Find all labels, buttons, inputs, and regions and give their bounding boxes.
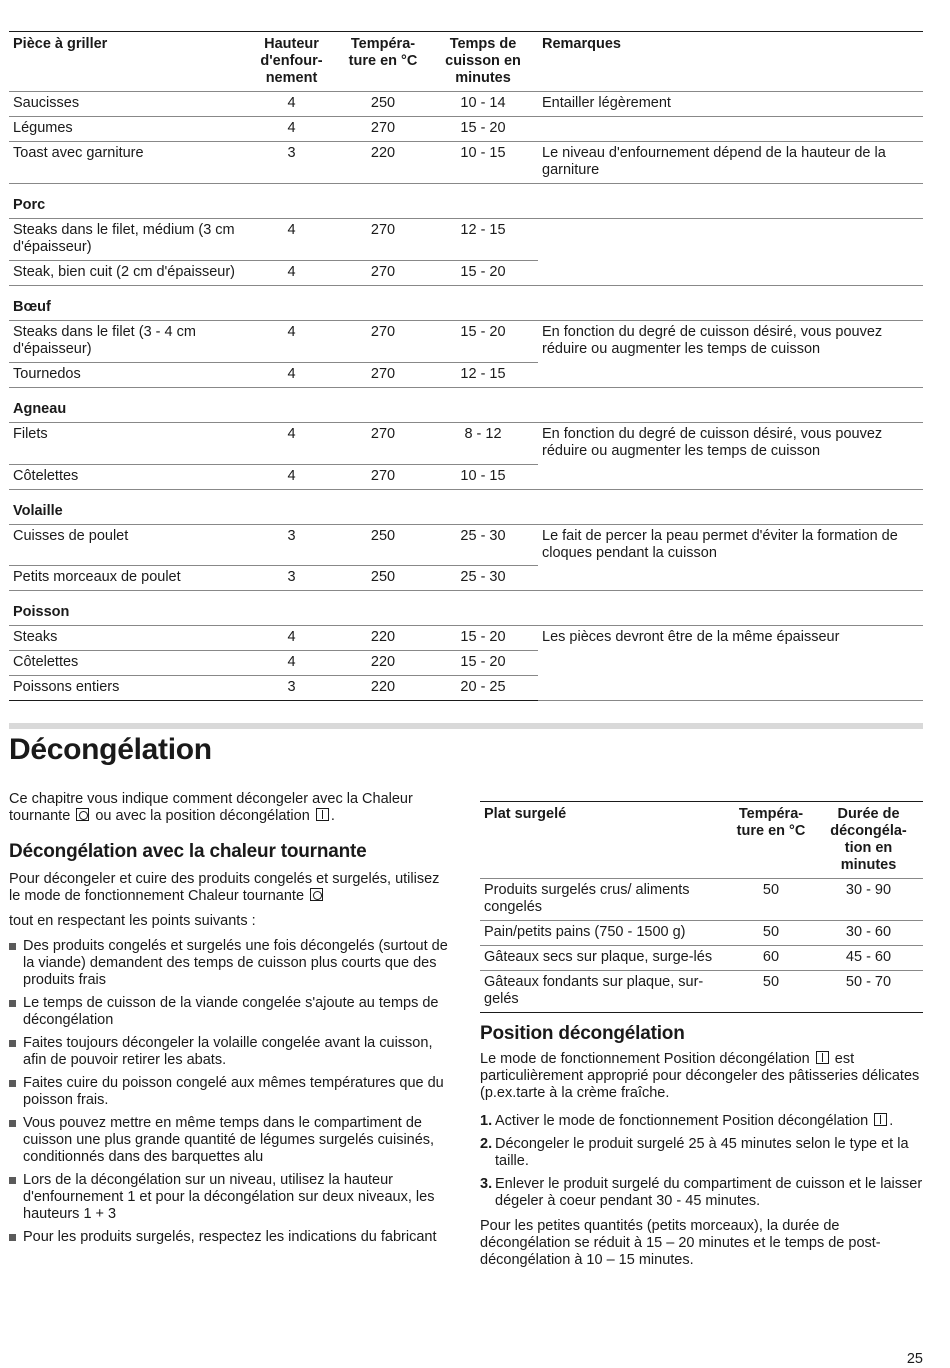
cell-time: 10 - 14 — [428, 92, 538, 117]
table-row — [9, 117, 923, 142]
list-item: Faites cuire du poisson congelé aux mêmes températures que du poisson frais. — [9, 1075, 449, 1109]
header-item: Pièce à griller — [9, 32, 245, 92]
cell-remark: Le niveau d'enfournement dépend de la hauteur de la garniture — [538, 142, 923, 184]
step-item: 1. Activer le mode de fonctionnement Position décongélation . — [480, 1113, 894, 1129]
cell-time: 15 - 20 — [428, 321, 538, 363]
cell-time: 30 - 90 — [814, 879, 923, 921]
cell-level: 4 — [245, 423, 338, 465]
cell-item: Légumes — [9, 117, 245, 142]
cell-level: 3 — [245, 524, 338, 566]
bullet-square-icon — [9, 1177, 16, 1184]
cell-temp: 270 — [338, 261, 428, 286]
cell-level: 3 — [245, 676, 338, 701]
cell-level: 3 — [245, 566, 338, 591]
cell-temp: 270 — [338, 423, 428, 465]
thaw-steps — [480, 1113, 923, 1210]
cell-item: Gâteaux secs sur plaque, surge-lés — [480, 946, 728, 971]
cell-remark: En fonction du degré de cuisson désiré, vous pouvez réduire ou augmenter les temps de cuisson — [542, 324, 883, 357]
table-row — [480, 921, 923, 946]
cell-time: 12 - 15 — [428, 219, 538, 261]
grill-table — [9, 31, 923, 701]
list-item: Le temps de cuisson de la viande congelée s'ajoute au temps de décongélation — [9, 995, 449, 1029]
category-label: Porc — [9, 184, 923, 219]
cell-item: Produits surgelés crus/ aliments congelés — [480, 879, 728, 921]
cell-time: 30 - 60 — [814, 921, 923, 946]
cell-item: Steaks dans le filet (3 - 4 cm d'épaisseur) — [9, 321, 245, 363]
cell-level: 4 — [245, 321, 338, 363]
cell-time: 20 - 25 — [428, 676, 538, 701]
category-label: Poisson — [9, 591, 923, 626]
cell-item: Côtelettes — [9, 651, 245, 676]
cell-time: 10 - 15 — [428, 142, 538, 184]
cell-item: Poissons entiers — [9, 676, 245, 701]
cell-item: Gâteaux fondants sur plaque, sur-gelés — [480, 971, 728, 1013]
cell-level: 4 — [245, 363, 338, 388]
cell-temp: 270 — [338, 117, 428, 142]
cell-level: 3 — [245, 142, 338, 184]
section-title: Décongélation — [9, 733, 212, 766]
cell-time: 10 - 15 — [428, 464, 538, 489]
cell-temp: 50 — [728, 879, 814, 921]
cell-item: Pain/petits pains (750 - 1500 g) — [480, 921, 728, 946]
cell-temp: 250 — [338, 524, 428, 566]
cell-temp: 50 — [728, 921, 814, 946]
cell-item: Cuisses de poulet — [9, 524, 245, 566]
cell-temp: 50 — [728, 971, 814, 1013]
cell-remark — [538, 363, 923, 388]
category-label: Bœuf — [9, 286, 923, 321]
bullet-square-icon — [9, 1080, 16, 1087]
table-row — [480, 946, 923, 971]
table-row — [9, 261, 923, 286]
step-item: 3. Enlever le produit surgelé du compartiment de cuisson et le laisser dégeler à coeur pendant 30 - 45 minutes. — [480, 1176, 923, 1209]
cell-remark: Les pièces devront être de la même épaisseur — [542, 629, 840, 645]
cell-level: 4 — [245, 626, 338, 651]
header-temp: Tempéra- ture en °C — [728, 802, 814, 879]
cell-item: Tournedos — [9, 363, 245, 388]
cell-remark: Entailler légèrement — [538, 92, 923, 117]
list-item: Vous pouvez mettre en même temps dans le compartiment de cuisson une plus grande quantité de légumes surgelés cuisinés, conditionnés dans des barquettes alu — [9, 1115, 449, 1166]
category-row — [9, 591, 923, 626]
table-row — [9, 142, 923, 184]
category-row — [9, 388, 923, 423]
category-row — [9, 184, 923, 219]
page-number: 25 — [906, 1351, 923, 1367]
cell-remark: En fonction du degré de cuisson désiré, vous pouvez réduire ou augmenter les temps de cuisson — [542, 426, 883, 459]
hot-air-fan-icon — [76, 808, 89, 821]
bullet-square-icon — [9, 1120, 16, 1127]
table-row — [9, 92, 923, 117]
cell-remark — [538, 219, 923, 261]
table-row — [9, 219, 923, 261]
cell-time: 45 - 60 — [814, 946, 923, 971]
cell-temp: 220 — [338, 142, 428, 184]
cell-level: 4 — [245, 219, 338, 261]
intro-paragraph: Ce chapitre vous indique comment décongeler avec la Chaleur tournante ou avec la position décongélation . — [9, 791, 413, 824]
cell-remark — [538, 676, 923, 701]
cell-level: 4 — [245, 464, 338, 489]
defrost-position-icon — [816, 1051, 829, 1064]
hot-air-paragraph: Pour décongeler et cuire des produits congelés et surgelés, utilisez le mode de fonctionnement Chaleur tournante — [9, 871, 440, 904]
cell-time: 25 - 30 — [428, 524, 538, 566]
cell-temp: 250 — [338, 566, 428, 591]
cell-item: Toast avec garniture — [9, 142, 245, 184]
table-row — [9, 676, 923, 701]
list-item: Pour les produits surgelés, respectez les indications du fabricant — [9, 1229, 449, 1246]
cell-remark — [538, 651, 923, 676]
cell-level: 4 — [245, 261, 338, 286]
cell-temp: 270 — [338, 363, 428, 388]
table-row — [480, 971, 923, 1013]
cell-temp: 250 — [338, 92, 428, 117]
cell-temp: 220 — [338, 651, 428, 676]
cell-time: 8 - 12 — [428, 423, 538, 465]
table-row — [9, 566, 923, 591]
hot-air-fan-icon — [310, 888, 323, 901]
cell-time: 25 - 30 — [428, 566, 538, 591]
thaw-position-paragraph: Le mode de fonctionnement Position décongélation est particulièrement approprié pour décongeler des pâtisseries délicates (p.ex.tarte à la crème fraîche. — [480, 1051, 920, 1101]
list-item: Lors de la décongélation sur un niveau, utilisez la hauteur d'enfournement 1 et pour la décongélation sur deux niveaux, les hauteurs 1 + 3 — [9, 1172, 449, 1223]
step-item: 2. Décongeler le produit surgelé 25 à 45 minutes selon le type et la taille. — [480, 1136, 909, 1169]
defrost-position-icon — [316, 808, 329, 821]
list-item: Des produits congelés et surgelés une fois décongelés (surtout de la viande) demandent des temps de cuisson plus courts que des produits frais — [9, 938, 449, 989]
hot-air-lead: tout en respectant les points suivants : — [9, 913, 256, 929]
header-temp: Tempéra- ture en °C — [338, 32, 428, 92]
table-row — [480, 879, 923, 921]
cell-remark — [538, 464, 923, 489]
bullet-square-icon — [9, 1000, 16, 1007]
cell-level: 4 — [245, 117, 338, 142]
table-row — [9, 464, 923, 489]
grill-table-header — [9, 32, 923, 92]
cell-time: 15 - 20 — [428, 626, 538, 651]
cell-item: Petits morceaux de poulet — [9, 566, 245, 591]
table-row — [9, 363, 923, 388]
table-row — [9, 626, 923, 651]
header-time: Temps de cuisson en minutes — [428, 32, 538, 92]
category-row — [9, 489, 923, 524]
cell-temp: 60 — [728, 946, 814, 971]
cell-remark — [538, 566, 923, 591]
section-divider — [9, 723, 923, 729]
category-label: Agneau — [9, 388, 923, 423]
cell-time: 15 - 20 — [428, 117, 538, 142]
bullet-square-icon — [9, 943, 16, 950]
table-row — [9, 524, 923, 566]
cell-remark — [538, 117, 923, 142]
category-row — [9, 286, 923, 321]
thaw-table — [480, 801, 923, 1013]
table-row — [9, 651, 923, 676]
bullet-square-icon — [9, 1040, 16, 1047]
cell-temp: 270 — [338, 464, 428, 489]
cell-item: Saucisses — [9, 92, 245, 117]
category-label: Volaille — [9, 489, 923, 524]
cell-remark: Le fait de percer la peau permet d'éviter la formation de cloques pendant la cuisson — [542, 527, 898, 561]
cell-item: Steaks — [9, 626, 245, 651]
hot-air-bullets — [9, 938, 449, 1246]
header-level: Hauteur d'enfour- nement — [245, 32, 338, 92]
table-row — [9, 423, 923, 465]
cell-remark — [538, 261, 923, 286]
cell-time: 50 - 70 — [814, 971, 923, 1013]
cell-temp: 220 — [338, 626, 428, 651]
right-column — [480, 801, 923, 1269]
left-column — [9, 791, 449, 1252]
cell-item: Steak, bien cuit (2 cm d'épaisseur) — [9, 261, 245, 286]
cell-temp: 270 — [338, 321, 428, 363]
cell-item: Steaks dans le filet, médium (3 cm d'épaisseur) — [9, 219, 245, 261]
thaw-table-header — [480, 802, 923, 879]
cell-level: 4 — [245, 92, 338, 117]
header-remarks: Remarques — [538, 32, 923, 92]
hot-air-heading: Décongélation avec la chaleur tournante — [9, 841, 367, 862]
bullet-square-icon — [9, 1234, 16, 1241]
cell-item: Côtelettes — [9, 464, 245, 489]
cell-temp: 220 — [338, 676, 428, 701]
list-item: Faites toujours décongeler la volaille congelée avant la cuisson, afin de pouvoir retirer les abats. — [9, 1035, 449, 1069]
cell-item: Filets — [9, 423, 245, 465]
cell-temp: 270 — [338, 219, 428, 261]
thaw-position-heading: Position décongélation — [480, 1023, 685, 1044]
cell-time: 12 - 15 — [428, 363, 538, 388]
table-row — [9, 321, 923, 363]
cell-time: 15 - 20 — [428, 261, 538, 286]
header-duration: Durée de décongéla- tion en minutes — [814, 802, 923, 879]
header-item: Plat surgelé — [480, 802, 728, 879]
cell-level: 4 — [245, 651, 338, 676]
defrost-position-icon — [874, 1113, 887, 1126]
cell-time: 15 - 20 — [428, 651, 538, 676]
closing-paragraph: Pour les petites quantités (petits morceaux), la durée de décongélation se réduit à 15 – 20 minutes et le temps de post-décongélation à 10 – 15 minutes. — [480, 1218, 881, 1268]
